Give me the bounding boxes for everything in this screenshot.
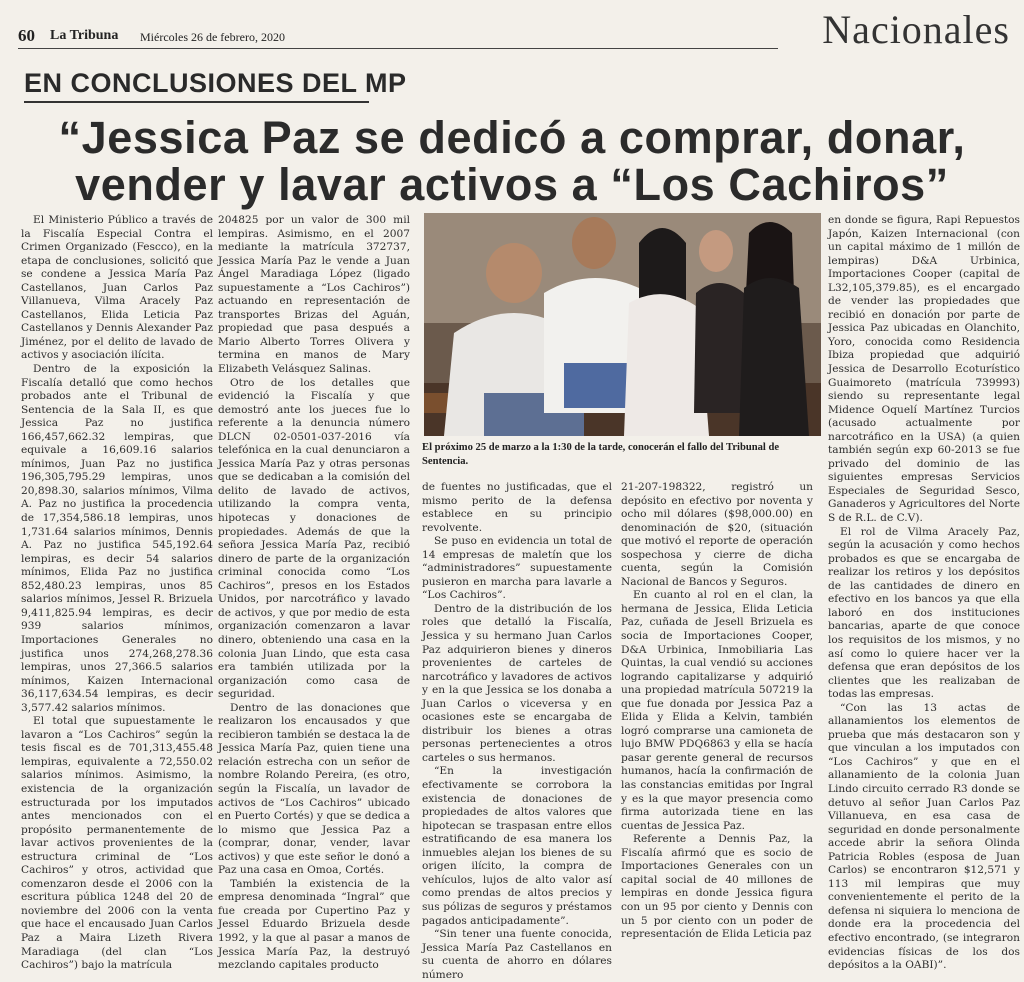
paragraph: Dentro de la exposición la Fiscalía detalló que como hechos probados ante el Tribunal de Sentencia de la Sala II, es que Jessica Paz no justifica 166,457,662.32 lempiras, que equivale a 16,609.16 salarios mínimos, Juan Paz no justifica 196,305,795.29 lempiras, unos 20,898.30, salarios mínimos, Vilma A. Paz no justifica la procedencia de 17,354,586.18 lempiras, unos 1,731.64 salarios mínimos, Dennis A. Paz no justifica 545,192.64 lempiras, es decir 54 salarios mínimos, Elida Paz no justifica 852,480.23 lempiras, unos 85 salarios mínimos, Jessel R. Brizuela 9,411,825.94 lempiras, es decir 939 salarios mínimos, Importaciones Generales no justifica unos 274,268,278.36 lempiras, unos 27,366.5 salarios mínimos, Kaizen Internacional 36,117,634.54 lempiras, es decir 3,577.42 salarios mínimos. <box>21 363 213 714</box>
paragraph: 21-207-198322, registró un depósito en efectivo por noventa y ocho mil dólares ($98,000.00) en denominación de $20, (situación que motivó el reporte de operación sospechosa y cierre de dicha cuenta, según la Comisión Nacional de Bancos y Seguros. <box>621 481 813 588</box>
headline-line-2: vender y lavar activos a “Los Cachiros” <box>75 159 949 210</box>
paragraph: Referente a Dennis Paz, la Fiscalía afirmó que es socio de Importaciones Generales con un capital social de 40 millones de lempiras en donde Jessica figura con un 95 por ciento y Dennis con un 5 por ciento con un poder de representación de Elida Leticia paz <box>621 833 813 941</box>
paragraph: Se puso en evidencia un total de 14 empresas de maletín que los “administradores” supuestamente pusieron en marcha para lavarle a “Los Cachiros”. <box>422 535 612 602</box>
paragraph: Dentro de las donaciones que realizaron los encausados y que recibieron también se destaca la de Jessica María Paz, quien tiene una relación estrecha con un señor de nombre Rolando Pereira, (es otro, según la Fiscalía, un lavador de activos de “Los Cachiros” ubicado en Puerto Cortés) y que se dedica a lo mismo que Jessica Paz a (comprar, donar, vender, lavar activos) y que este señor le donó a Paz una casa en Omoa, Cortés. <box>218 701 410 877</box>
article-column-2 <box>218 214 410 972</box>
paragraph: 204825 por un valor de 300 mil lempiras. Asimismo, en el 2007 mediante la matrícula 372737, Jessica María Paz le vende a Juan Ángel Maradiaga López (ligado supuestamente a “Los Cachiros”) actuando en representación de transportes Brizas del Aguán, propiedad que pasa después a Mario Alberto Torres Olivera y termina en manos de Mary Elizabeth Velásquez Salinas. <box>218 214 410 376</box>
paragraph: de fuentes no justificadas, que el mismo perito de la defensa establece en su principio revolvente. <box>422 481 612 534</box>
paragraph: “Con las 13 actas de allanamientos los elementos de prueba que más destacaron son y que vinculan a los imputados con “Los Cachiros” y que en el allanamiento de la colonia Juan Lindo circuito cerrado R3 donde se detuvo al señor Juan Carlos Paz Villanueva, en esa casa de seguridad en donde personalmente accede abrir la señora Olinda Patricia Robles (esposa de Juan Carlos) se encontraron $12,571 y 113 mil lempiras que muy convenientemente el perito de la defensa ni siquiera lo menciona de donde era la procedencia del efectivo encontrado, (se integraron evidencias físicas de los dos depósitos a la OABI)”. <box>828 701 1020 972</box>
article-column-3 <box>422 481 612 981</box>
paragraph: en donde se figura, Rapi Repuestos Japón, Kaizen Internacional (con un capital máximo de 1 millón de lempiras) D&A Urbinica, Importaciones Cooper (capital de L32,105,379.85), es el encargado de vender las propiedades que recibió en donación por parte de Jessica Paz ubicadas en Olanchito, Yoro, conocida como Residencia Ibiza propiedad que adquirió Jessica de Desarrollo Ecoturístico Guaimoreto (matrícula 739993) siendo su representante legal Midence Oquelí Martínez Turcios (acusado actualmente por narcotráfico en la USA) (a quien también según exp 60-2013 se fue privado del dominio de las siguientes empresas Servicios Especiales de Seguridad Sesco, Ganaderos y Agricultores del Norte S de R.L. de C.V). <box>828 214 1020 525</box>
kicker-underline <box>24 101 369 103</box>
paragraph: Otro de los detalles que evidenció la Fiscalía y que demostró ante los jueces fue lo referente a la denuncia número DLCN 02-0501-037-2016 vía telefónica en la cual denunciaron a Jessica María Paz y otras personas que se dedicaban a la comisión del delito de lavado de activos, utilizando la compra venta, hipotecas y donaciones de propiedades. Además de que la señora Jessica María Paz, recibió dinero de parte de la organización criminal conocida como “Los Cachiros”, presos en los Estados Unidos, por narcotráfico y lavado de activos, y que por medio de esta organización comenzaron a lavar dinero, obteniendo una casa en la colonia Juan Lindo, que esta casa era también utilizada por la organización como casa de seguridad. <box>218 376 410 701</box>
courtroom-photo <box>424 213 821 436</box>
paragraph: “En la investigación efectivamente se corrobora la existencia de donaciones de propiedades de altos valores que hipotecan se traspasan entre ellos estratificando de esa manera los inmuebles alejan los bienes de su origen ilícito, la compra de vehículos, lujos de alto valor así como prendas de altos precios y sus pólizas de seguros y préstamos pagados anticipadamente”. <box>422 765 612 927</box>
paragraph: Dentro de la distribución de los roles que detalló la Fiscalía, Jessica y su hermano Juan Carlos Paz adquirieron bienes y dineros provenientes de carteles de narcotráfico y lavadores de activos y en la que Jessica se los donaba a Juan Carlos o viceversa y en ocasiones este se encargaba de distribuir los bienes a otras personas pertenecientes a otros carteles o sus hermanos. <box>422 602 612 764</box>
paragraph: “Sin tener una fuente conocida, Jessica María Paz Castellanos en su cuenta de ahorro en dólares número <box>422 928 612 981</box>
photo-caption: El próximo 25 de marzo a la 1:30 de la tarde, conocerán el fallo del Tribunal de Sentencia. <box>422 442 780 467</box>
paragraph: En cuanto al rol en el clan, la hermana de Jessica, Elida Leticia Paz, cuñada de Jesell Brizuela es socia de Importaciones Cooper, D&A Urbinica, Inmobiliaria Las Quintas, la cual vendió su acciones logrando capitalizarse y adquirió una propiedad matrícula 507219 la que fue donada por Jessica Paz a Elida y Elida a Kelvin, también logró comprarse una camioneta de lujo BMW PDQ6863 y ella se hacía pasar gerente general de recursos humanos, hacía la confirmación de las constancias emitidas por Ingral y es la que mayor presencia como firma autorizada tiene en las cuentas de Jessica Paz. <box>621 589 813 832</box>
page-number: 60 <box>18 26 35 45</box>
paragraph: También la existencia de la empresa denominada “Ingral” que fue creada por Cupertino Paz y Jessel Eduardo Brizuela desde 1992, y la que al pasar a manos de Jessica María Paz, la destruyó mezclando capitales producto <box>218 877 410 972</box>
article-column-1 <box>21 214 213 972</box>
paragraph: El total que supuestamente le lavaron a “Los Cachiros” según la tesis fiscal es de 701,313,455.48 lempiras, equivalente a 72,550.02 salarios mínimos. Asimismo, la existencia de la organización estructurada por los imputados antes mencionados con el propósito permanentemente de lavar activos provenientes de la estructura criminal de “Los Cachiros” y otros, actividad que comenzaron desde el 2006 con la escritura pública 1248 del 20 de noviembre del 2006 con la venta que hace el encausado Juan Carlos Paz a Maira Lizeth Rivera Maradiaga (del clan “Los Cachiros”) bajo la matrícula <box>21 715 213 972</box>
publication-name: La Tribuna <box>50 28 119 43</box>
issue-date: Miércoles 26 de febrero, 2020 <box>140 30 285 44</box>
article-kicker: EN CONCLUSIONES DEL MP <box>24 68 407 98</box>
article-column-4 <box>621 481 813 941</box>
header-rule <box>18 48 778 49</box>
paragraph: El Ministerio Público a través de la Fiscalía Especial Contra el Crimen Organizado (Fescco), en la etapa de conclusiones, solicitó que se condene a Jessica María Paz Castellanos, Juan Carlos Paz Villanueva, Vilma Aracely Paz Castellanos, Elida Leticia Paz Castellanos y Dennis Alexander Paz Jiménez, por el delito de lavado de activos y asociación ilícita. <box>21 214 213 362</box>
paragraph: El rol de Vilma Aracely Paz, según la acusación y como hechos probados es que se encargaba de realizar los retiros y los depósitos de las cantidades de dinero en efectivo en los bancos ya que ella laboró en dos instituciones bancarias, aparte de que conoce los requisitos de los mismos, y no así como lo quiere hacer ver la defensa que eran depósitos de los clientes que les realizaban de todas las empresas. <box>828 525 1020 701</box>
headline-line-1: “Jessica Paz se dedicó a comprar, donar, <box>58 112 966 163</box>
article-column-5 <box>828 214 1020 972</box>
section-title: Nacionales <box>822 7 1010 52</box>
